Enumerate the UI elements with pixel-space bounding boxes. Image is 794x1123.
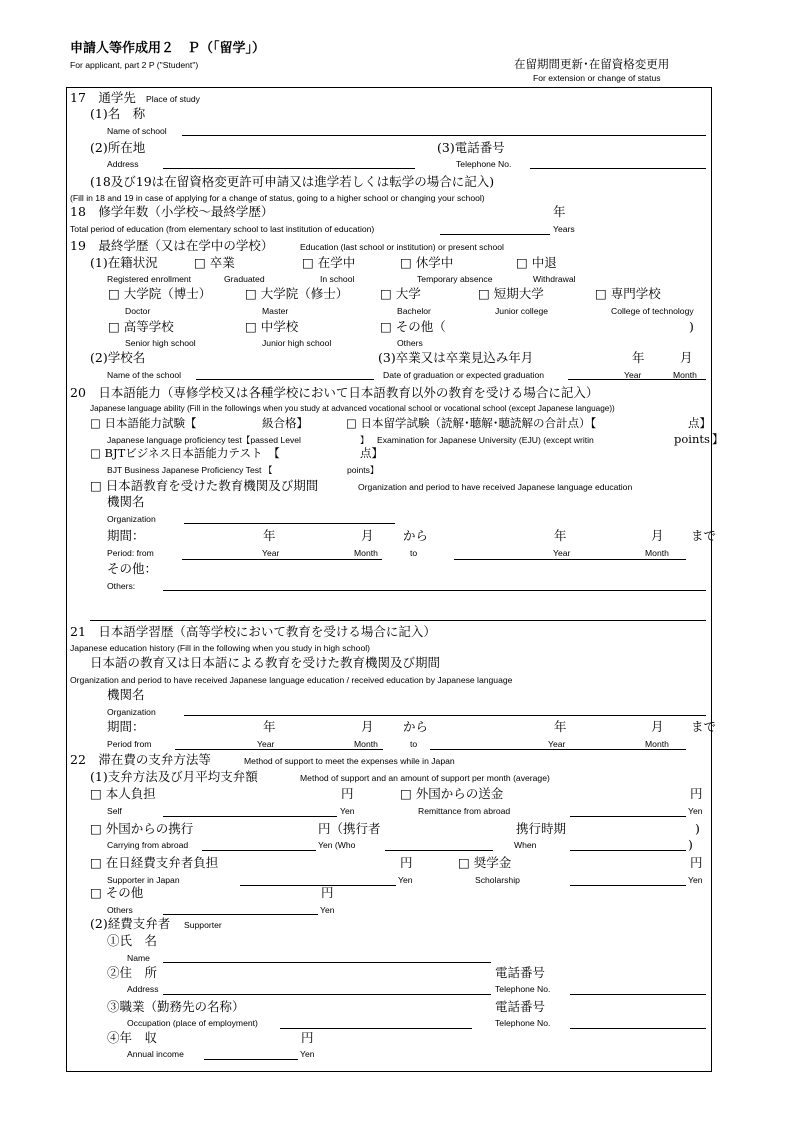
supporter-occupation-field[interactable] (280, 1028, 472, 1029)
supporter-name-label: ①氏 名 (107, 933, 158, 948)
period-until-text: まで (691, 528, 717, 543)
s21-to-month-en: Month (645, 739, 669, 749)
period-to-month-unit: 月 (651, 528, 664, 543)
organization-label: 機関名 (107, 494, 145, 509)
self-label-en: Self (107, 806, 122, 816)
education-years-field[interactable] (440, 234, 550, 235)
eju-points-en: points (674, 432, 710, 446)
remittance-amount-field[interactable] (570, 816, 686, 817)
others-support-amount-field[interactable] (163, 914, 318, 915)
annual-income-yen-en: Yen (300, 1049, 315, 1059)
s21-organization-label: 機関名 (107, 687, 145, 702)
period-from-year-en: Year (262, 548, 280, 558)
s21-from-field[interactable] (175, 749, 383, 750)
others-ability-field-2[interactable] (90, 620, 706, 621)
eju-score-unit: 点】 (688, 416, 711, 430)
eju-label-en: Examination for Japanese University (EJU) (except writin (377, 435, 594, 445)
doctor-label-en: Doctor (125, 306, 151, 316)
scholarship-yen-en: Yen (688, 875, 703, 885)
others-ability-field-1[interactable] (163, 590, 706, 591)
self-yen-unit: 円 (341, 786, 354, 801)
school-address-field[interactable] (163, 168, 415, 169)
note-18-19: (18及び19は在留資格変更許可申請又は進学若しくは転学の場合に記入) (90, 174, 495, 189)
s21-to-month-unit: 月 (651, 719, 664, 734)
s21-until-text: まで (691, 719, 717, 734)
section-19-title: 19 最終学歴（又は在学中の学校） (70, 238, 274, 253)
graduation-month-unit-en: Month (673, 370, 697, 380)
carrying-when-label: 携行時期 (516, 821, 567, 836)
s21-from-month-unit: 月 (361, 719, 374, 734)
graduation-date-label-en: Date of graduation or expected graduation (383, 370, 545, 380)
supporter-name-field[interactable] (163, 962, 491, 963)
education-years-unit: 年 (553, 204, 566, 219)
institution-label-en: Organization and period to have received Japanese language education (358, 482, 633, 492)
period-to-field[interactable] (454, 559, 686, 560)
supporter-tel-field[interactable] (570, 994, 706, 995)
supporter-occupation-label-en: Occupation (place of employment) (127, 1018, 258, 1028)
s21-organization-field[interactable] (184, 715, 706, 716)
eju-close-en: 】 (712, 432, 724, 446)
section-22-title: 22 滞在費の支弁方法等 (70, 752, 211, 767)
s21-period-label-en: Period from (107, 739, 152, 749)
junior-college-label-en: Junior college (495, 306, 549, 316)
annual-income-label: ④年 収 (107, 1030, 158, 1045)
school-name-field[interactable] (182, 135, 706, 136)
organization-field[interactable] (184, 523, 395, 524)
period-to-year-en: Year (553, 548, 571, 558)
supporter-label-en: Supporter (184, 920, 222, 930)
senior-high-checkbox[interactable]: □ 高等学校 (108, 319, 174, 334)
employer-tel-field[interactable] (570, 1028, 706, 1029)
temporary-absence-label-en: Temporary absence (417, 274, 493, 284)
section-22-title-en: Method of support to meet the expenses while in Japan (244, 756, 455, 766)
period-to-en: to (410, 548, 418, 558)
in-school-label-en: In school (320, 274, 355, 284)
carrying-amount-field[interactable] (202, 850, 316, 851)
doctor-checkbox[interactable]: □ 大学院（博士） (108, 286, 212, 301)
remittance-label-en: Remittance from abroad (418, 806, 511, 816)
junior-college-checkbox[interactable]: □ 短期大学 (478, 286, 544, 301)
support-method-label: (1)支弁方法及び月平均支弁額 (90, 769, 258, 784)
eju-checkbox[interactable]: □ 日本留学試験（読解･聴解･聴読解の合計点）【 (346, 416, 597, 430)
junior-high-checkbox[interactable]: □ 中学校 (245, 319, 299, 334)
bjt-score-unit: 点】 (360, 446, 383, 460)
supporter-japan-yen-unit: 円 (400, 855, 413, 870)
school-address-label-en: Address (107, 159, 139, 169)
remittance-checkbox[interactable]: □ 外国からの送金 (400, 786, 504, 801)
bjt-checkbox[interactable]: □ BJTビジネス日本語能力テスト 【 (90, 446, 280, 460)
s21-from-text: から (403, 719, 429, 734)
supporter-tel-label-en: Telephone No. (495, 984, 551, 994)
s21-organization-label-en: Organization (107, 707, 156, 717)
senior-high-label-en: Senior high school (125, 338, 196, 348)
scholarship-label-en: Scholarship (475, 875, 520, 885)
enrollment-status-label: (1)在籍状況 (90, 255, 158, 270)
form-title-en: For applicant, part 2 P ("Student") (70, 60, 199, 70)
carrying-who-field[interactable] (385, 850, 493, 851)
others-ability-label: その他： (107, 561, 158, 576)
master-label-en: Master (262, 306, 289, 316)
supporter-address-label-en: Address (127, 984, 159, 994)
supporter-japan-label-en: Supporter in Japan (107, 875, 180, 885)
others-support-yen-unit: 円 (321, 885, 334, 900)
bachelor-checkbox[interactable]: □ 大学 (380, 286, 421, 301)
master-checkbox[interactable]: □ 大学院（修士） (245, 286, 349, 301)
school-name-label-en: Name of school (107, 126, 167, 136)
period-from-text: から (403, 528, 429, 543)
s21-from-year-unit: 年 (263, 719, 276, 734)
section-17-title: 17 通学先 (70, 90, 136, 105)
supporter-japan-amount-field[interactable] (240, 885, 396, 886)
carrying-yen-who: 円（携行者 (318, 821, 381, 836)
s21-period-label: 期間： (107, 719, 145, 734)
others-support-yen-en: Yen (320, 905, 335, 915)
annual-income-label-en: Annual income (127, 1049, 184, 1059)
self-yen-en: Yen (340, 806, 355, 816)
carrying-when-en: When (514, 840, 537, 850)
school-name-label: (1)名 称 (90, 106, 146, 121)
scholarship-amount-field[interactable] (570, 885, 686, 886)
s21-to-field[interactable] (430, 749, 686, 750)
supporter-label: (2)経費支弁者 (90, 916, 171, 931)
annual-income-field[interactable] (204, 1059, 298, 1060)
period-to-month-en: Month (645, 548, 669, 558)
technology-college-checkbox[interactable]: □ 専門学校 (595, 286, 661, 301)
s21-from-month-en: Month (354, 739, 378, 749)
section-21-title: 21 日本語学習歴（高等学校において教育を受ける場合に記入） (70, 624, 436, 639)
s21-to-year-en: Year (548, 739, 566, 749)
section-17-title-en: Place of study (146, 94, 200, 104)
period-to-year-unit: 年 (554, 528, 567, 543)
graduated-checkbox[interactable]: □ 卒業 (194, 255, 235, 270)
supporter-address-label: ②住 所 (107, 965, 158, 980)
temporary-absence-checkbox[interactable]: □ 休学中 (400, 255, 454, 270)
organization-label-en: Organization (107, 514, 156, 524)
section-18-title-en: Total period of education (from elementary school to last institution of education) (70, 224, 375, 234)
graduation-date-label: (3)卒業又は卒業見込み年月 (378, 350, 534, 365)
remittance-yen-unit: 円 (690, 786, 703, 801)
enrollment-status-label-en: Registered enrollment (107, 274, 192, 284)
form-title: 申請人等作成用２ Ｐ（「留学」） (70, 41, 266, 56)
section-19-title-en: Education (last school or institution) or present school (300, 242, 504, 252)
bachelor-label-en: Bachelor (397, 306, 431, 316)
technology-college-label-en: College of technology (611, 306, 694, 316)
carrying-when-close: ) (695, 821, 700, 836)
form-purpose-en: For extension or change of status (533, 73, 661, 83)
s21-to-year-unit: 年 (554, 719, 567, 734)
supporter-address-field[interactable] (163, 994, 491, 995)
jlpt-close-en: 】 (360, 435, 369, 445)
school-name-2-label: (2)学校名 (90, 350, 146, 365)
self-checkbox[interactable]: □ 本人負担 (90, 786, 156, 801)
school-address-label: (2)所在地 (90, 140, 146, 155)
section-20-title: 20 日本語能力（専修学校又は各種学校において日本語教育以外の教育を受ける場合に記入） (70, 385, 599, 400)
junior-high-label-en: Junior high school (262, 338, 332, 348)
withdrawal-checkbox[interactable]: □ 中退 (516, 255, 557, 270)
note-18-19-en: (Fill in 18 and 19 in case of applying for a change of status, going to a higher school or changing your school) (70, 193, 485, 203)
jlpt-level-unit: 級合格】 (262, 416, 308, 430)
period-from-year-unit: 年 (263, 528, 276, 543)
self-amount-field[interactable] (163, 816, 337, 817)
scholarship-checkbox[interactable]: □ 奨学金 (458, 855, 512, 870)
graduation-year-unit: 年 (632, 350, 645, 365)
employer-tel-label: 電話番号 (495, 999, 546, 1014)
bjt-label-en: BJT Business Japanese Proficiency Test 【 (107, 465, 273, 475)
employer-tel-label-en: Telephone No. (495, 1018, 551, 1028)
section-21-subtitle-en: Organization and period to have received Japanese language education / received education by Japanese language (70, 675, 513, 685)
form-purpose: 在留期間更新･在留資格変更用 (514, 57, 670, 71)
section-21-title-en: Japanese education history (Fill in the following when you study in high school) (70, 643, 370, 653)
period-label: 期間： (107, 528, 145, 543)
graduated-label-en: Graduated (224, 274, 265, 284)
s21-from-year-en: Year (257, 739, 275, 749)
section-20-title-en: Japanese language ability (Fill in the followings when you study at advanced vocational school or vocational school (except Japanese language)) (90, 404, 615, 413)
others-ability-label-en: Others: (107, 581, 136, 591)
others-support-checkbox[interactable]: □ その他 (90, 885, 144, 900)
graduation-month-unit: 月 (680, 350, 693, 365)
jlpt-checkbox[interactable]: □ 日本語能力試験【 (90, 416, 197, 430)
carrying-checkbox[interactable]: □ 外国からの携行 (90, 821, 194, 836)
period-from-month-unit: 月 (361, 528, 374, 543)
others-paren-close: ) (689, 319, 694, 334)
carrying-when-field[interactable] (570, 850, 686, 851)
graduation-year-unit-en: Year (624, 370, 642, 380)
s21-to-en: to (410, 739, 418, 749)
school-tel-label: (3)電話番号 (437, 140, 505, 155)
bjt-points-en: points】 (347, 465, 379, 475)
in-school-checkbox[interactable]: □ 在学中 (302, 255, 356, 270)
school-name-2-field[interactable] (196, 379, 374, 380)
school-tel-label-en: Telephone No. (456, 159, 512, 169)
supporter-occupation-label: ③職業（勤務先の名称） (107, 999, 245, 1014)
education-years-unit-en: Years (553, 224, 575, 234)
section-18-title: 18 修学年数（小学校～最終学歴） (70, 204, 274, 219)
annual-income-yen-unit: 円 (301, 1030, 314, 1045)
carrying-when-close-en: ) (688, 837, 693, 852)
period-from-month-en: Month (354, 548, 378, 558)
section-21-subtitle: 日本語の教育又は日本語による教育を受けた教育機関及び期間 (90, 655, 441, 670)
school-tel-field[interactable] (530, 168, 706, 169)
others-checkbox[interactable]: □ その他（ (380, 319, 446, 334)
carrying-label-en: Carrying from abroad (107, 840, 189, 850)
institution-checkbox[interactable]: □ 日本語教育を受けた教育機関及び期間 (90, 478, 319, 493)
period-from-field[interactable] (182, 559, 382, 560)
supporter-name-label-en: Name (127, 953, 150, 963)
others-support-label-en: Others (107, 905, 133, 915)
jlpt-label-en: Japanese language proficiency test【passed Level (107, 435, 301, 445)
supporter-japan-yen-en: Yen (398, 875, 413, 885)
supporter-tel-label: 電話番号 (495, 965, 546, 980)
supporter-japan-checkbox[interactable]: □ 在日経費支弁者負担 (90, 855, 219, 870)
school-name-2-label-en: Name of the school (107, 370, 182, 380)
carrying-yen-who-en: Yen (Who (318, 840, 356, 850)
support-method-label-en: Method of support and an amount of support per month (average) (300, 773, 550, 783)
scholarship-yen-unit: 円 (690, 855, 703, 870)
period-label-en: Period: from (107, 548, 154, 558)
others-label-en: Others (397, 338, 423, 348)
withdrawal-label-en: Withdrawal (533, 274, 576, 284)
remittance-yen-en: Yen (688, 806, 703, 816)
